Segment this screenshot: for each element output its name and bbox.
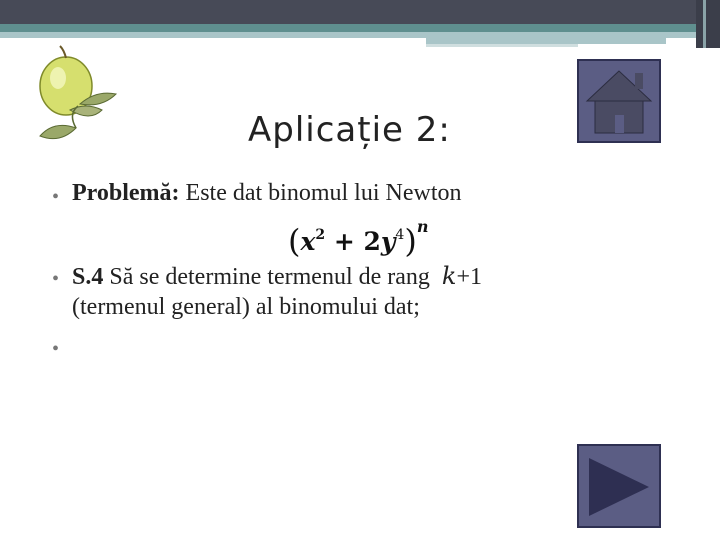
formula-x-exp: 2	[315, 226, 326, 243]
bullet-step	[72, 262, 482, 291]
step-text: Să se determine termenul de rang	[109, 264, 430, 290]
formula-y: y	[380, 227, 396, 256]
home-button[interactable]	[577, 59, 661, 143]
play-next-icon	[579, 446, 659, 526]
binomial-formula	[288, 217, 429, 260]
formula-n: n	[416, 217, 429, 236]
bullet-marker: •	[52, 186, 60, 208]
accent-strip-thin	[426, 44, 578, 47]
problem-label: Problemă:	[72, 180, 180, 206]
step-k-tail: +1	[456, 264, 482, 290]
problem-text: Este dat binomul lui Newton	[185, 180, 462, 206]
bullet-marker: •	[52, 268, 60, 290]
formula-open-paren: (	[288, 222, 301, 260]
formula-x: x	[300, 227, 316, 256]
corner-line	[703, 0, 706, 48]
next-slide-button[interactable]	[577, 444, 661, 528]
formula-plus: + 2	[325, 227, 381, 256]
top-band	[0, 0, 720, 24]
step-text-line2: (termenul general) al binomului dat;	[72, 294, 420, 320]
step-label: S.4	[72, 264, 104, 290]
bullet-marker-empty: •	[52, 338, 60, 360]
home-icon	[579, 61, 659, 141]
apple-icon	[20, 44, 130, 154]
formula-y-exp: 4	[395, 226, 405, 243]
slide-title: Aplicație 2:	[248, 110, 451, 150]
corner-block	[696, 0, 720, 48]
bullet-problem	[72, 180, 462, 207]
formula-close-paren: )	[404, 222, 417, 260]
accent-band	[0, 24, 720, 32]
step-k: k	[441, 262, 457, 290]
